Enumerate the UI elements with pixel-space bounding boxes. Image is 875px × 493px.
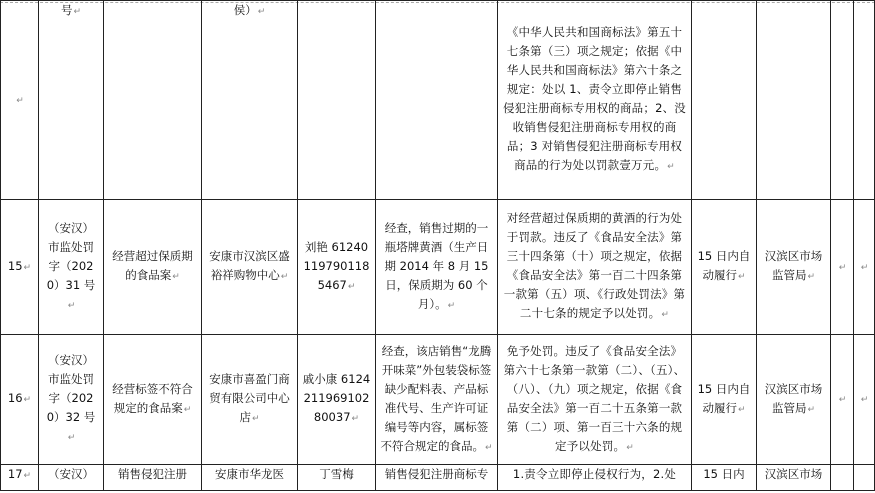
authority-cell: 汉滨区市场监管局↵ <box>757 335 831 465</box>
party-cell: 安康市汉滨区盛裕祥购物中心↵ <box>202 200 298 335</box>
facts-cell: 销售侵犯注册商标专 <box>376 465 498 491</box>
representative-cell: 戚小康 612421196910280037↵ <box>298 335 376 465</box>
deadline-cell <box>692 1 757 200</box>
table-row <box>1 465 875 491</box>
row-number-cell: 15↵ <box>1 200 39 335</box>
legal-basis-cell: 对经营超过保质期的黄酒的行为处于罚款。违反了《食品安全法》第三十四条第（十）项之规定，依据《食品安全法》第一百二十四条第一款第（五）项、《行政处罚法》第二十七条的规定予以处罚。↵ <box>498 200 692 335</box>
legal-basis-cell: 《中华人民共和国商标法》第五十七条第（三）项之规定；依据《中华人民共和国商标法》第六十条之规定：处以 1、责令立即停止销售侵犯注册商标专用权的商品；2、没收销售侵犯注册商标专用权的商品；3 对销售侵犯注册商标专用权商品的行为处以罚款壹万元。↵ <box>498 1 692 200</box>
table-row <box>1 200 875 335</box>
deadline-cell: 15 日内自动履行↵ <box>692 200 757 335</box>
row-end-mark-cell <box>854 1 875 200</box>
facts-cell: 经查，销售过期的一瓶塔牌黄酒（生产日期 2014 年 8 月 15 日，保质期为 60 个月）。↵ <box>376 200 498 335</box>
blank-cell: ↵ <box>831 200 854 335</box>
row-end-mark-cell: ↵ <box>854 335 875 465</box>
facts-cell <box>376 1 498 200</box>
row-number-cell: 17↵ <box>1 465 39 491</box>
legal-basis-cell: 1.责令立即停止侵权行为，2.处 <box>498 465 692 491</box>
case-code-cell: 号↵ <box>39 1 104 200</box>
table-row <box>1 335 875 465</box>
authority-cell: 汉滨区市场 <box>757 465 831 491</box>
authority-cell <box>757 1 831 200</box>
case-code-cell: （安汉）市监处罚字（2020）31 号↵ <box>39 200 104 335</box>
authority-cell: 汉滨区市场监管局↵ <box>757 200 831 335</box>
case-reason-cell: 销售侵犯注册 <box>104 465 202 491</box>
case-reason-cell: 经营超过保质期的食品案↵ <box>104 200 202 335</box>
representative-cell: 丁雪梅 <box>298 465 376 491</box>
case-reason-cell <box>104 1 202 200</box>
row-number-cell: ↵ <box>1 1 39 200</box>
case-code-cell: （安汉）市监处罚字（2020）32 号↵ <box>39 335 104 465</box>
row-number-cell: 16↵ <box>1 335 39 465</box>
party-cell: 侯）↵ <box>202 1 298 200</box>
representative-cell <box>298 1 376 200</box>
blank-cell <box>831 465 854 491</box>
blank-cell: ↵ <box>831 335 854 465</box>
row-end-mark-cell: ↵ <box>854 200 875 335</box>
case-code-cell: （安汉） <box>39 465 104 491</box>
blank-cell <box>831 1 854 200</box>
row-end-mark-cell <box>854 465 875 491</box>
deadline-cell: 15 日内自动履行↵ <box>692 335 757 465</box>
representative-cell: 刘艳 612401197901185467↵ <box>298 200 376 335</box>
party-cell: 安康市喜盈门商贸有限公司中心店↵ <box>202 335 298 465</box>
table-row <box>1 1 875 200</box>
party-cell: 安康市华龙医 <box>202 465 298 491</box>
facts-cell: 经查，该店销售“龙腾开味菜”外包装袋标签缺少配料表、产品标准代号、生产许可证编号等内容，属标签不符合规定的食品。↵ <box>376 335 498 465</box>
deadline-cell: 15 日内 <box>692 465 757 491</box>
legal-basis-cell: 免予处罚。违反了《食品安全法》第六十七条第一款第（二）、（五）、（八）、（九）项之规定，依据《食品安全法》第一百二十五条第一款第（二）项、第一百三十六条的规定予以处罚。↵ <box>498 335 692 465</box>
case-reason-cell: 经营标签不符合规定的食品案↵ <box>104 335 202 465</box>
